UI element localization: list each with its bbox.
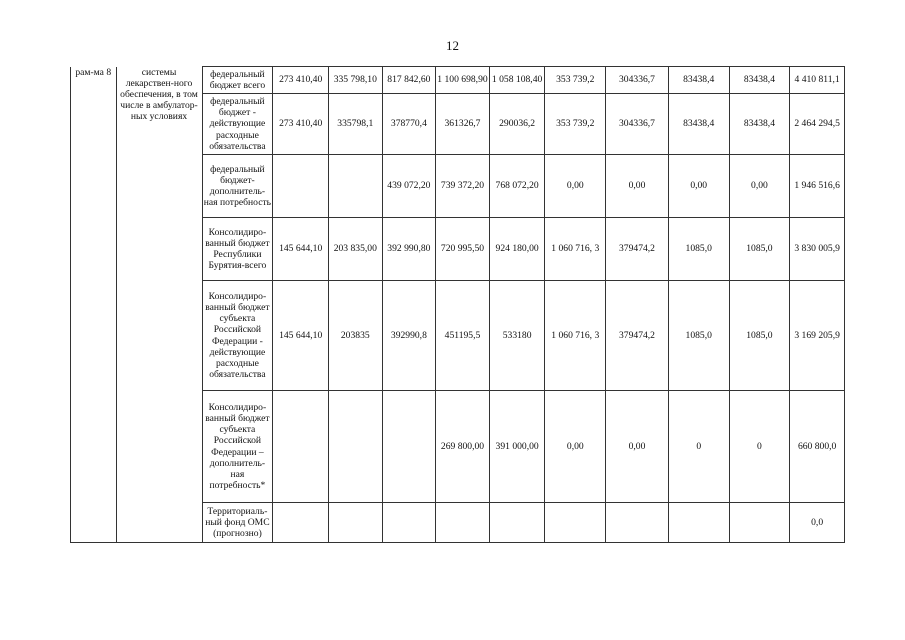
value-cell: 2 464 294,5	[790, 94, 845, 155]
value-cell: 83438,4	[668, 67, 729, 94]
value-cell: 1 060 716, 3	[545, 281, 606, 391]
source-cell: Территориаль-ный фонд ОМС (прогнозно)	[202, 503, 273, 543]
value-cell: 739 372,20	[436, 155, 490, 218]
program-label: рам-ма 8	[71, 67, 117, 543]
value-cell: 768 072,20	[489, 155, 545, 218]
value-cell: 273 410,40	[273, 94, 329, 155]
source-cell: Консолидиро-ванный бюджет Республики Бурятия-всего	[202, 218, 273, 281]
value-cell	[273, 503, 329, 543]
value-cell	[273, 391, 329, 503]
value-cell: 1 946 516,6	[790, 155, 845, 218]
value-cell: 392990,8	[382, 281, 436, 391]
value-cell: 0,00	[668, 155, 729, 218]
value-cell: 83438,4	[729, 67, 790, 94]
value-cell: 145 644,10	[273, 218, 329, 281]
value-cell	[382, 503, 436, 543]
value-cell: 533180	[489, 281, 545, 391]
value-cell: 0,00	[545, 155, 606, 218]
value-cell: 361326,7	[436, 94, 490, 155]
value-cell: 0,00	[606, 155, 669, 218]
value-cell: 391 000,00	[489, 391, 545, 503]
value-cell: 378770,4	[382, 94, 436, 155]
value-cell	[328, 155, 382, 218]
value-cell: 1085,0	[729, 281, 790, 391]
value-cell	[436, 503, 490, 543]
value-cell: 660 800,0	[790, 391, 845, 503]
value-cell: 304336,7	[606, 67, 669, 94]
value-cell	[382, 391, 436, 503]
value-cell: 1 060 716, 3	[545, 218, 606, 281]
value-cell: 0,00	[729, 155, 790, 218]
value-cell	[489, 503, 545, 543]
value-cell: 269 800,00	[436, 391, 490, 503]
page-number: 12	[446, 38, 459, 53]
value-cell	[729, 503, 790, 543]
value-cell: 1 058 108,40	[489, 67, 545, 94]
value-cell: 145 644,10	[273, 281, 329, 391]
value-cell: 451195,5	[436, 281, 490, 391]
value-cell: 335 798,10	[328, 67, 382, 94]
program-title: системы лекарствен-ного обеспечения, в том числе в амбулатор-ных условиях	[116, 67, 202, 543]
value-cell	[273, 155, 329, 218]
value-cell: 392 990,80	[382, 218, 436, 281]
value-cell: 1085,0	[668, 281, 729, 391]
value-cell: 720 995,50	[436, 218, 490, 281]
value-cell: 273 410,40	[273, 67, 329, 94]
value-cell: 1085,0	[668, 218, 729, 281]
value-cell: 0,00	[545, 391, 606, 503]
value-cell	[328, 391, 382, 503]
value-cell: 353 739,2	[545, 67, 606, 94]
value-cell: 304336,7	[606, 94, 669, 155]
value-cell: 817 842,60	[382, 67, 436, 94]
source-cell: федеральный бюджет-дополнитель-ная потребность	[202, 155, 273, 218]
value-cell: 4 410 811,1	[790, 67, 845, 94]
value-cell: 0,00	[606, 391, 669, 503]
value-cell: 335798,1	[328, 94, 382, 155]
value-cell: 290036,2	[489, 94, 545, 155]
value-cell	[328, 503, 382, 543]
source-cell: Консолидиро-ванный бюджет субъекта Российской Федерации - действующие расходные обязательства	[202, 281, 273, 391]
value-cell: 1 100 698,90	[436, 67, 490, 94]
source-cell: федеральный бюджет всего	[202, 67, 273, 94]
value-cell: 0	[668, 391, 729, 503]
value-cell: 924 180,00	[489, 218, 545, 281]
source-cell: федеральный бюджет - действующие расходные обязательства	[202, 94, 273, 155]
value-cell: 83438,4	[729, 94, 790, 155]
value-cell: 203 835,00	[328, 218, 382, 281]
value-cell	[606, 503, 669, 543]
source-cell: Консолидиро-ванный бюджет субъекта Российской Федерации – дополнитель-ная потребность*	[202, 391, 273, 503]
value-cell: 379474,2	[606, 281, 669, 391]
value-cell: 0,0	[790, 503, 845, 543]
value-cell: 353 739,2	[545, 94, 606, 155]
value-cell: 83438,4	[668, 94, 729, 155]
value-cell: 3 169 205,9	[790, 281, 845, 391]
value-cell	[668, 503, 729, 543]
value-cell	[545, 503, 606, 543]
value-cell: 439 072,20	[382, 155, 436, 218]
value-cell: 203835	[328, 281, 382, 391]
value-cell: 0	[729, 391, 790, 503]
value-cell: 379474,2	[606, 218, 669, 281]
budget-table	[70, 66, 845, 543]
table-row	[71, 67, 845, 94]
value-cell: 1085,0	[729, 218, 790, 281]
value-cell: 3 830 005,9	[790, 218, 845, 281]
